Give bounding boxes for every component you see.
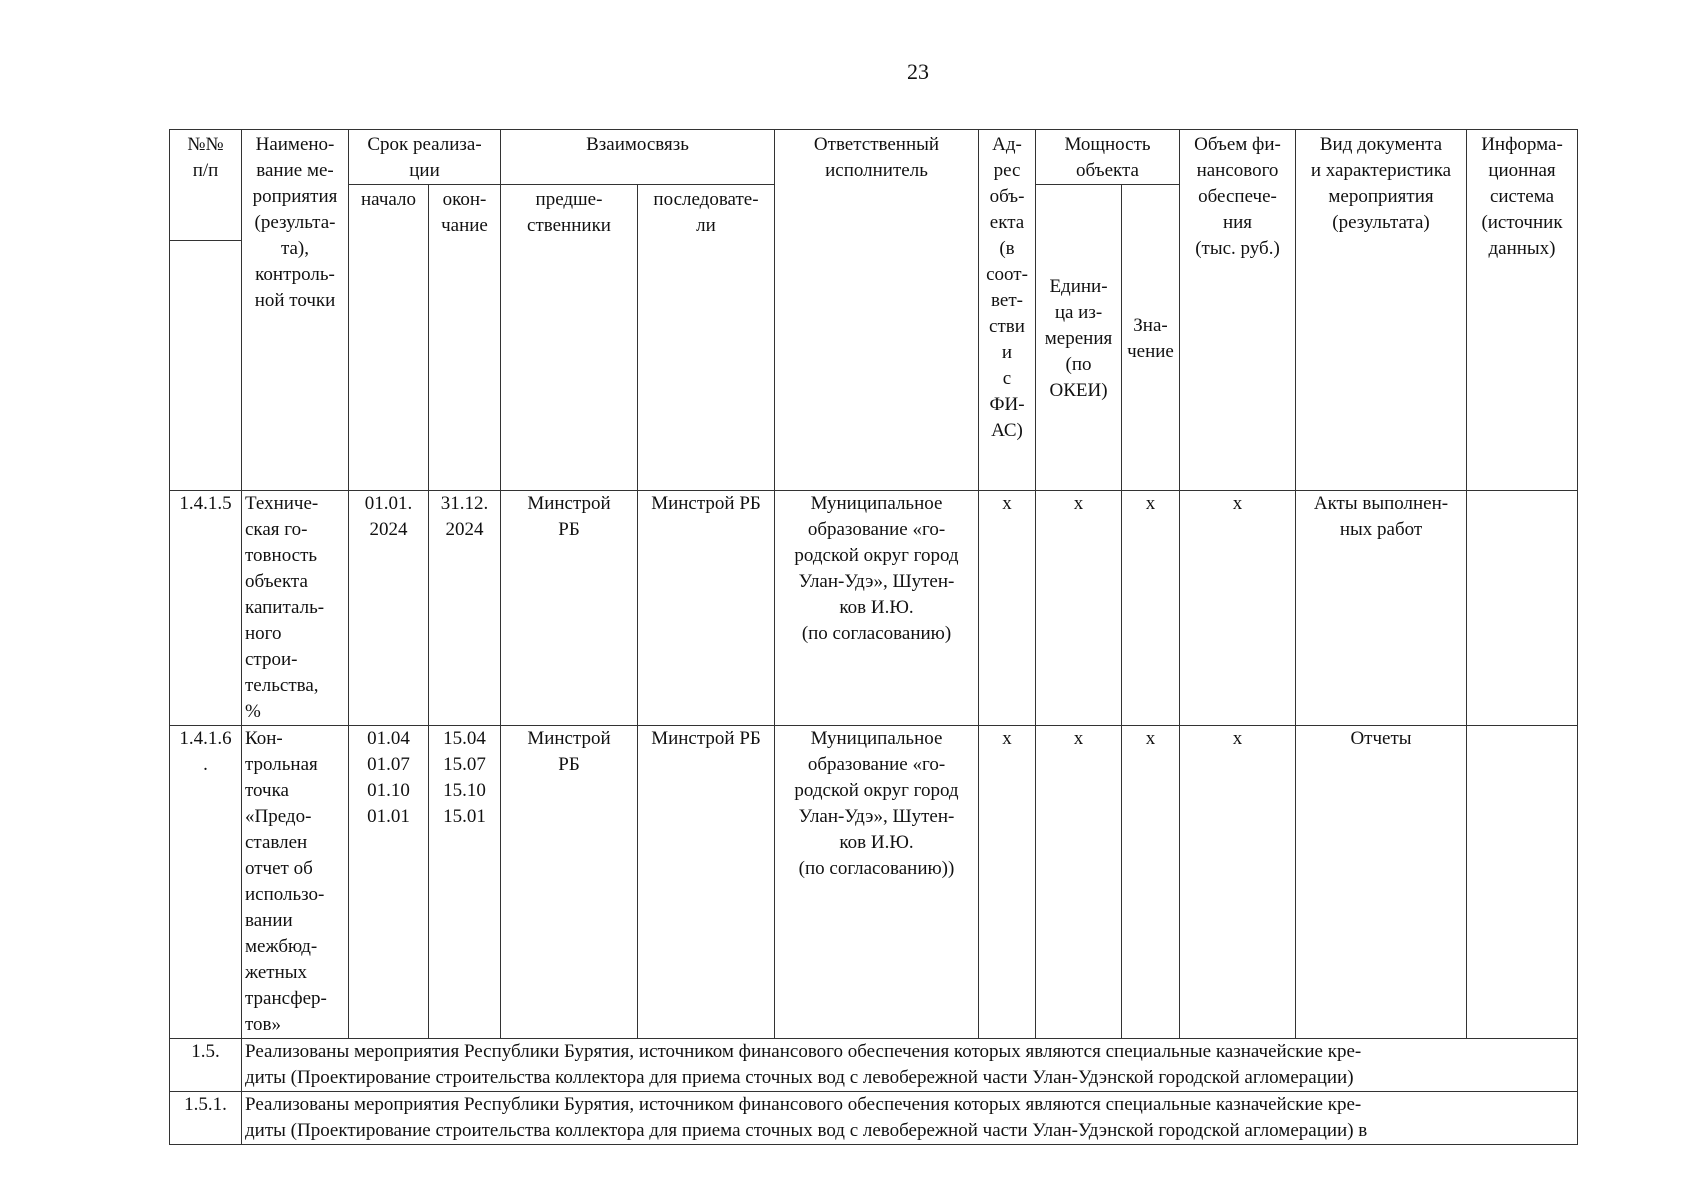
row-start: 01.01. 2024: [349, 491, 429, 726]
row-finance: х: [1180, 726, 1296, 1039]
header-num: №№ п/п: [170, 130, 242, 241]
header-address: Ад- рес объ- екта (в соот- вет- стви и с ФИ- АС): [979, 130, 1036, 491]
row-predecessor: Минстрой РБ: [501, 491, 638, 726]
header-num-spacer: [170, 241, 242, 491]
plan-table: [169, 129, 1578, 1145]
header-successors: последовате- ли: [638, 185, 775, 491]
header-name: Наимено- вание ме- роприятия (результа- та), контроль- ной точки: [242, 130, 349, 491]
row-name: Техниче- ская го- товность объекта капиталь- ного строи- тельства, %: [242, 491, 349, 726]
row-num: 1.4.1.5: [170, 491, 242, 726]
section-row: [170, 1039, 1578, 1092]
row-info: [1467, 726, 1578, 1039]
row-end: 31.12. 2024: [429, 491, 501, 726]
header-term: Срок реализа- ции: [349, 130, 501, 185]
header-capacity: Мощность объекта: [1036, 130, 1180, 185]
row-num: 1.4.1.6 .: [170, 726, 242, 1039]
row-unit: х: [1036, 726, 1122, 1039]
page-number: 23: [907, 59, 929, 84]
table-row: [170, 726, 1578, 1039]
section-row: [170, 1092, 1578, 1145]
header-finance: Объем фи- нансового обеспече- ния (тыс. руб.): [1180, 130, 1296, 491]
section-num: 1.5.: [170, 1039, 242, 1092]
row-doc: Акты выполнен- ных работ: [1296, 491, 1467, 726]
header-relation: Взаимосвязь: [501, 130, 775, 185]
header-unit: Едини- ца из- мерения (по ОКЕИ): [1036, 185, 1122, 491]
row-unit: х: [1036, 491, 1122, 726]
section-text: Реализованы мероприятия Республики Бурятия, источником финансового обеспечения которых являются специальные казначейские кре- диты (Проектирование строительства коллектора для приема сточных вод с левобережной части Улан-Удэнской городской агломерации) в: [242, 1092, 1578, 1145]
row-end: 15.04 15.07 15.10 15.01: [429, 726, 501, 1039]
row-predecessor: Минстрой РБ: [501, 726, 638, 1039]
row-address: х: [979, 491, 1036, 726]
row-responsible: Муниципальное образование «го- родской округ город Улан-Удэ», Шутен- ков И.Ю. (по согласованию): [775, 491, 979, 726]
row-doc: Отчеты: [1296, 726, 1467, 1039]
header-responsible: Ответственный исполнитель: [775, 130, 979, 491]
header-info-system: Информа- ционная система (источник данных): [1467, 130, 1578, 491]
header-term-start: начало: [349, 185, 429, 491]
row-value: х: [1122, 726, 1180, 1039]
row-info: [1467, 491, 1578, 726]
row-finance: х: [1180, 491, 1296, 726]
row-start: 01.04 01.07 01.10 01.01: [349, 726, 429, 1039]
table-row: [170, 491, 1578, 726]
header-predecessors: предше- ственники: [501, 185, 638, 491]
header-doc-type: Вид документа и характеристика мероприятия (результата): [1296, 130, 1467, 491]
header-value: Зна- чение: [1122, 185, 1180, 491]
header-term-end: окон- чание: [429, 185, 501, 491]
row-address: х: [979, 726, 1036, 1039]
section-text: Реализованы мероприятия Республики Бурятия, источником финансового обеспечения которых являются специальные казначейские кре- диты (Проектирование строительства коллектора для приема сточных вод с левобережной части Улан-Удэнской городской агломерации): [242, 1039, 1578, 1092]
row-value: х: [1122, 491, 1180, 726]
section-num: 1.5.1.: [170, 1092, 242, 1145]
row-name: Кон- трольная точка «Предо- ставлен отчет об использо- вании межбюд- жетных трансфер- тов»: [242, 726, 349, 1039]
row-successor: Минстрой РБ: [638, 491, 775, 726]
row-responsible: Муниципальное образование «го- родской округ город Улан-Удэ», Шутен- ков И.Ю. (по согласованию)): [775, 726, 979, 1039]
row-successor: Минстрой РБ: [638, 726, 775, 1039]
